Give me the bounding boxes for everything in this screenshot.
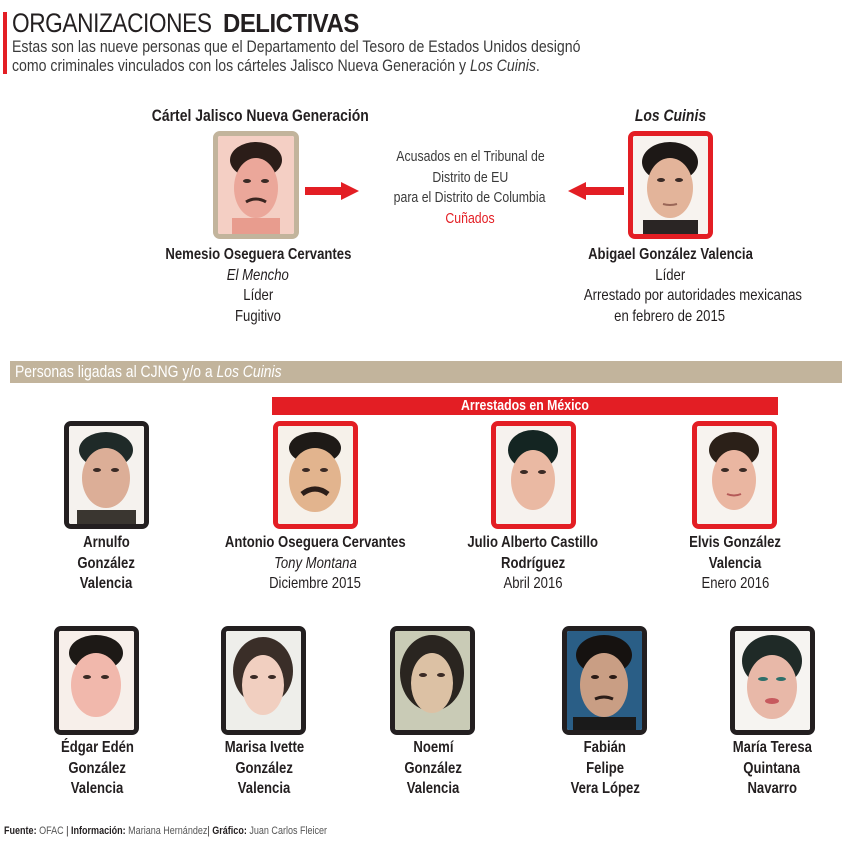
section-band-title [15, 362, 282, 382]
name-line: González [235, 759, 293, 777]
photo-antonio-oseguera [273, 421, 358, 529]
arrest-date: Enero 2016 [701, 575, 769, 592]
name-line: Antonio Oseguera Cervantes [224, 534, 406, 551]
name-line: Fabián [583, 739, 627, 756]
title-accent-bar [3, 12, 7, 74]
person-edgar [17, 738, 177, 800]
name-line: Arnulfo [82, 534, 130, 551]
photo-nemesio-oseguera [213, 131, 299, 239]
portrait-icon [395, 631, 470, 730]
name-line: Elvis González [689, 534, 781, 551]
title-light: ORGANIZACIONES [12, 8, 212, 38]
subtitle-line-1: Estas son las nueve personas que el Departamento del Tesoro de Estados Unidos designó [12, 37, 581, 56]
arrow-right-icon [305, 182, 359, 200]
arrested-banner-label: Arrestados en México [461, 397, 589, 414]
person-antonio [205, 533, 425, 595]
cjng-leader-alias: El Mencho [227, 266, 289, 284]
portrait-icon [496, 426, 571, 524]
name-line: Valencia [70, 780, 124, 797]
name-line: Valencia [79, 575, 133, 592]
info-value: Mariana Hernández [128, 825, 208, 837]
name-line: Édgar Edén [60, 739, 134, 756]
indictment-line-3: para el Distrito de Columbia [394, 189, 546, 206]
person-fabian [525, 738, 685, 800]
person-noemi [353, 738, 513, 800]
section-band-text: Personas ligadas al CJNG y/o a [15, 362, 217, 381]
photo-julio-castillo [491, 421, 576, 529]
graphic-label: Gráfico: [212, 825, 247, 837]
name-line: González [68, 759, 126, 777]
person-maria-teresa [692, 738, 842, 800]
name-line: Julio Alberto Castillo [467, 534, 599, 551]
cjng-leader-info [128, 245, 388, 327]
indictment-line-1: Acusados en el Tribunal de [395, 148, 545, 165]
section-band-italic: Los Cuinis [216, 362, 282, 381]
name-line: Valencia [237, 780, 291, 797]
name-line: Navarro [747, 780, 797, 797]
title-bold: DELICTIVAS [223, 8, 359, 38]
cuinis-leader-status-1: Arrestado por autoridades mexicanas [583, 287, 802, 304]
portrait-icon [59, 631, 134, 730]
portrait-icon [697, 426, 772, 524]
name-line: Noemí [412, 739, 454, 756]
credits-footer: Fuente: OFAC | Información: Mariana Hernández| Gráfico: Juan Carlos Fleicer [4, 825, 328, 837]
subtitle-line-2-suffix: . [535, 56, 540, 75]
name-line: González [404, 759, 462, 777]
cjng-leader-name: Nemesio Oseguera Cervantes [165, 246, 351, 263]
indictment-note [370, 147, 570, 229]
page-title [12, 8, 371, 38]
photo-arnulfo-gonzalez [64, 421, 149, 529]
cjng-leader-status: Fugitivo [235, 307, 281, 325]
portrait-icon [218, 136, 294, 234]
cuinis-cartel-name: Los Cuinis [634, 106, 706, 125]
person-marisa [184, 738, 344, 800]
cuinis-leader-info [560, 245, 802, 327]
photo-elvis-gonzalez [692, 421, 777, 529]
photo-marisa-gonzalez [221, 626, 306, 735]
indictment-line-2: Distrito de EU [432, 168, 508, 186]
portrait-icon [226, 631, 301, 730]
subtitle-line-2-italic: Los Cuinis [470, 56, 536, 75]
portrait-icon [735, 631, 810, 730]
person-julio [453, 533, 613, 595]
cjng-cartel-name: Cártel Jalisco Nueva Generación [151, 106, 369, 125]
person-elvis [655, 533, 815, 595]
cjng-heading [128, 106, 388, 126]
alias-line: Tony Montana [273, 554, 357, 572]
source-value: OFAC [39, 825, 64, 837]
person-arnulfo [26, 533, 186, 595]
photo-fabian-vera [562, 626, 647, 735]
photo-noemi-gonzalez [390, 626, 475, 735]
name-line: Marisa Ivette [224, 739, 304, 756]
info-label: Información: [71, 825, 126, 837]
arrest-date: Abril 2016 [503, 575, 563, 592]
portrait-icon [567, 631, 642, 730]
portrait-icon [69, 426, 144, 524]
source-label: Fuente: [4, 825, 37, 837]
cuinis-heading [570, 106, 770, 126]
subtitle-line-2 [12, 56, 580, 75]
photo-edgar-gonzalez [54, 626, 139, 735]
graphic-value: Juan Carlos Fleicer [249, 825, 328, 837]
relation-label: Cuñados [445, 209, 495, 227]
name-line: Quintana [743, 759, 801, 777]
photo-maria-teresa-quintana [730, 626, 815, 735]
name-line: Valencia [406, 780, 460, 797]
name-line: Felipe [586, 759, 624, 777]
arrest-date: Diciembre 2015 [269, 575, 361, 592]
arrow-left-icon [568, 182, 624, 200]
name-line: Rodríguez [500, 554, 566, 572]
name-line: Vera López [570, 780, 640, 797]
portrait-icon [633, 136, 708, 234]
page-subtitle [12, 37, 697, 75]
cjng-leader-role: Líder [243, 287, 273, 304]
subtitle-line-2-text: como criminales vinculados con los cárteles Jalisco Nueva Generación y [12, 56, 471, 75]
cuinis-leader-role: Líder [655, 266, 685, 284]
cuinis-leader-name: Abigael González Valencia [587, 246, 753, 263]
cuinis-leader-status-2: en febrero de 2015 [614, 307, 726, 325]
name-line: González [77, 554, 135, 572]
name-line: Valencia [708, 554, 762, 572]
arrested-banner [272, 397, 778, 415]
photo-abigael-gonzalez [628, 131, 713, 239]
portrait-icon [278, 426, 353, 524]
name-line: María Teresa [732, 739, 812, 756]
